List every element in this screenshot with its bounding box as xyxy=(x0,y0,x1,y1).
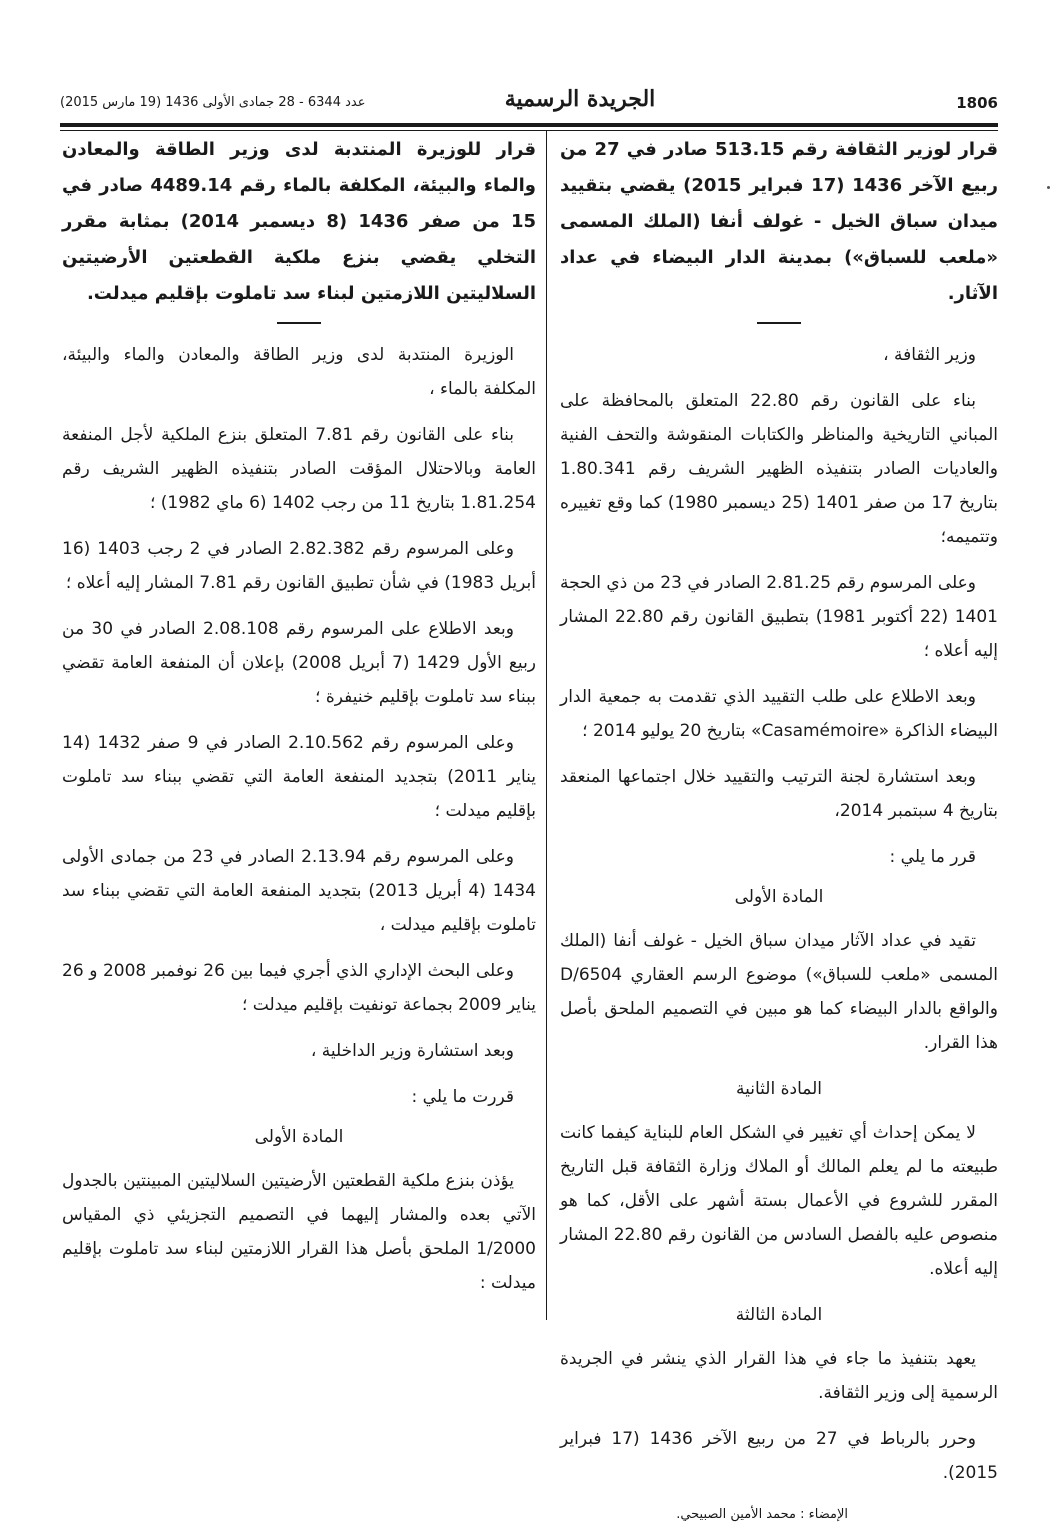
preamble-paragraph: وبعد الاطلاع على المرسوم رقم 2.08.108 الصادر في 30 من ربيع الأول 1429 (7 أبريل 2008) بإعلان أن المنفعة العامة تقضي ببناء سد تاملوت بإقليم خنيفرة ؛ xyxy=(62,619,537,707)
preamble-paragraph: وعلى المرسوم رقم 2.13.94 الصادر في 23 من جمادى الأولى 1434 (4 أبريل 2013) بتجديد المنفعة العامة التي تقضي ببناء سد تاملوت بإقليم ميدلت ، xyxy=(62,847,536,935)
journal-title: الجريدة الرسمية xyxy=(504,86,656,112)
article-heading: المادة الأولى xyxy=(734,887,824,907)
article-text: لا يمكن إحداث أي تغيير في الشكل العام للبناية كيفما كانت طبيعته ما لم يعلم المالك أو الملاك وزارة الثقافة قبل التاريخ المقرر للشروع في الأعمال بستة أشهر على الأقل، كما هو منصوص عليه بالفصل السادس من القانون رقم 22.80 المشار إليه أعلاه. xyxy=(560,1123,998,1279)
article-heading: المادة الثانية xyxy=(736,1079,822,1099)
preamble-paragraph: وعلى المرسوم رقم 2.82.382 الصادر في 2 رجب 1403 (16 أبريل 1983) في شأن تطبيق القانون رقم 7.81 المشار إليه أعلاه ؛ xyxy=(62,539,536,593)
article-heading: المادة الأولى xyxy=(254,1127,344,1147)
done-at: وحرر بالرباط في 27 من ربيع الآخر 1436 (17 فبراير 2015). xyxy=(560,1429,998,1483)
preamble-paragraph: وعلى البحث الإداري الذي أجري فيما بين 26 نوفمبر 2008 و 26 يناير 2009 بجماعة تونفيت بإقليم ميدلت ؛ xyxy=(62,961,536,1015)
title-separator xyxy=(277,322,321,324)
header-rule xyxy=(60,123,998,127)
preamble-paragraph: وعلى المرسوم رقم 2.10.562 الصادر في 9 صفر 1432 (14 يناير 2011) بتجديد المنفعة العامة التي تقضي ببناء سد تاملوت بإقليم ميدلت ؛ xyxy=(62,733,536,821)
article-text: تقيد في عداد الآثار ميدان سباق الخيل - غولف أنفا (الملك المسمى «ملعب للسباق») موضوع الرسم العقاري D/6504 والواقع بالدار البيضاء كما هو مبين في التصميم الملحق بأصل هذا القرار. xyxy=(560,931,998,1053)
signature: الإمضاء : محمد الأمين الصبيحي. xyxy=(676,1507,848,1522)
preamble-paragraph: وبعد استشارة لجنة الترتيب والتقييد خلال اجتماعها المنعقد بتاريخ 4 سبتمبر 2014، xyxy=(560,767,998,821)
decree-title: قرار للوزيرة المنتدبة لدى وزير الطاقة والمعادن والماء والبيئة، المكلفة بالماء رقم 4489.14 صادر في 15 من صفر 1436 (8 ديسمبر 2014) بمثابة مقرر التخلي يقضي بنزع ملكية القطعتين الأرضيتين السلاليتين اللازمتين لبناء سد تاملوت بإقليم ميدلت. xyxy=(62,139,536,304)
preamble-paragraph: وبعد الاطلاع على طلب التقييد الذي تقدمت به جمعية الدار البيضاء الذاكرة «Casamémoire» بتاريخ 20 يوليو 2014 ؛ xyxy=(560,687,998,741)
right-column xyxy=(560,130,998,1538)
decree-title: قرار لوزير الثقافة رقم 513.15 صادر في 27 من ربيع الآخر 1436 (17 فبراير 2015) يقضي بتقييد ميدان سباق الخيل - غولف أنفا (الملك المسمى «ملعب للسباق») بمدينة الدار البيضاء في عداد الآثار. xyxy=(560,139,999,304)
issuing-authority: الوزيرة المنتدبة لدى وزير الطاقة والمعادن والماء والبيئة، المكلفة بالماء ، xyxy=(62,345,536,399)
left-column xyxy=(62,130,536,1312)
decision-statement: قرر ما يلي : xyxy=(889,847,976,867)
article-heading: المادة الثالثة xyxy=(735,1305,823,1325)
page-number: 1806 xyxy=(956,94,998,112)
column-divider xyxy=(546,130,547,1320)
article-text: يؤذن بنزع ملكية القطعتين الأرضيتين السلاليتين المبينتين بالجدول الآتي بعده والمشار إليهما في التصميم التجزيئي ذي المقياس 1/2000 الملحق بأصل هذا القرار اللازمتين لبناء سد تاملوت بإقليم ميدلت : xyxy=(62,1171,536,1293)
decision-statement: قررت ما يلي : xyxy=(411,1087,514,1107)
issuing-authority: وزير الثقافة ، xyxy=(883,345,976,365)
title-separator xyxy=(757,322,801,324)
preamble-paragraph: بناء على القانون رقم 7.81 المتعلق بنزع الملكية لأجل المنفعة العامة وبالاحتلال المؤقت الصادر بتنفيذه الظهير الشريف رقم 1.81.254 بتاريخ 11 من رجب 1402 (6 ماي 1982) ؛ xyxy=(62,425,536,513)
page-header xyxy=(60,86,998,122)
preamble-paragraph: وبعد استشارة وزير الداخلية ، xyxy=(310,1041,514,1061)
preamble-paragraph: بناء على القانون رقم 22.80 المتعلق بالمحافظة على المباني التاريخية والمناظر والكتابات المنقوشة والتحف الفنية والعاديات الصادر بتنفيذه الظهير الشريف رقم 1.80.341 بتاريخ 17 من صفر 1401 (25 ديسمبر 1980) كما وقع تغييره وتتميمه؛ xyxy=(560,391,998,547)
preamble-paragraph: وعلى المرسوم رقم 2.81.25 الصادر في 23 من ذي الحجة 1401 (22 أكتوبر 1981) بتطبيق القانون رقم 22.80 المشار إليه أعلاه ؛ xyxy=(560,573,998,661)
article-text: يعهد بتنفيذ ما جاء في هذا القرار الذي ينشر في الجريدة الرسمية إلى وزير الثقافة. xyxy=(560,1349,998,1403)
issue-info: عدد 6344 - 28 جمادى الأولى 1436 (19 مارس 2015) xyxy=(60,95,366,110)
scan-mark xyxy=(1047,186,1050,189)
